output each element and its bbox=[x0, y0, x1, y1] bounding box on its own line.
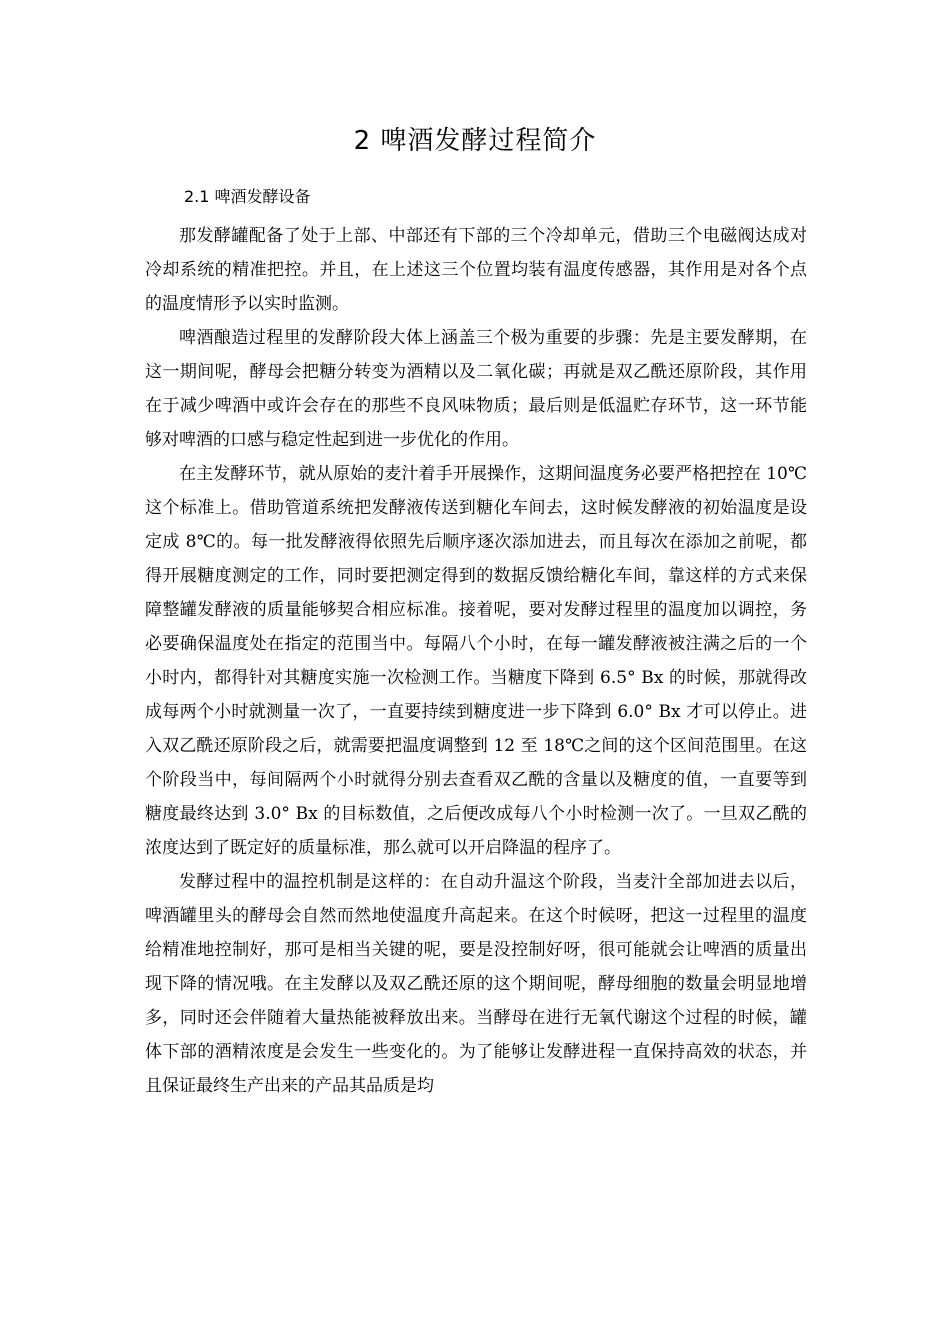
body-text bbox=[145, 219, 807, 1103]
paragraph: 发酵过程中的温控机制是这样的：在自动升温这个阶段，当麦汁全部加进去以后，啤酒罐里头的酵母会自然而然地使温度升高起来。在这个时候呀，把这一过程里的温度给精准地控制好，那可是相当关键的呢，要是没控制好呀，很可能就会让啤酒的质量出现下降的情况哦。在主发酵以及双乙酰还原的这个期间呢，酵母细胞的数量会明显地增多，同时还会伴随着大量热能被释放出来。当酵母在进行无氧代谢这个过程的时候，罐体下部的酒精浓度是会发生一些变化的。为了能够让发酵进程一直保持高效的状态，并且保证最终生产出来的产品其品质是均 bbox=[145, 872, 807, 1096]
paragraph: 在主发酵环节，就从原始的麦汁着手开展操作，这期间温度务必要严格把控在 10℃这个标准上。借助管道系统把发酵液传送到糖化车间去，这时候发酵液的初始温度是设定成 8℃的。每一批发酵液得依照先后顺序逐次添加进去，而且每次在添加之前呢，都得开展糖度测定的工作，同时要把测定得到的数据反馈给糖化车间，靠这样的方式来保障整罐发酵液的质量能够契合相应标准。接着呢，要对发酵过程里的温度加以调控，务必要确保温度处在指定的范围当中。每隔八个小时，在每一罐发酵液被注满之后的一个小时内，都得针对其糖度实施一次检测工作。当糖度下降到 6.5° Bx 的时候，那就得改成每两个小时就测量一次了，一直要持续到糖度进一步下降到 6.0° Bx 才可以停止。进入双乙酰还原阶段之后，就需要把温度调整到 12 至 18℃之间的这个区间范围里。在这个阶段当中，每间隔两个小时就得分别去查看双乙酰的含量以及糖度的值，一直要等到糖度最终达到 3.0° Bx 的目标数值，之后便改成每八个小时检测一次了。一旦双乙酰的浓度达到了既定好的质量标准，那么就可以开启降温的程序了。 bbox=[145, 464, 807, 858]
paragraph: 啤酒酿造过程里的发酵阶段大体上涵盖三个极为重要的步骤：先是主要发酵期，在这一期间呢，酵母会把糖分转变为酒精以及二氧化碳；再就是双乙酰还原阶段，其作用在于减少啤酒中或许会存在的那些不良风味物质；最后则是低温贮存环节，这一环节能够对啤酒的口感与稳定性起到进一步优化的作用。 bbox=[145, 328, 807, 450]
chapter-title: 2 啤酒发酵过程简介 bbox=[353, 126, 597, 156]
paragraph: 那发酵罐配备了处于上部、中部还有下部的三个冷却单元，借助三个电磁阀达成对冷却系统的精准把控。并且，在上述这三个位置均装有温度传感器，其作用是对各个点的温度情形予以实时监测。 bbox=[145, 226, 807, 314]
section-heading: 2.1 啤酒发酵设备 bbox=[184, 187, 311, 206]
